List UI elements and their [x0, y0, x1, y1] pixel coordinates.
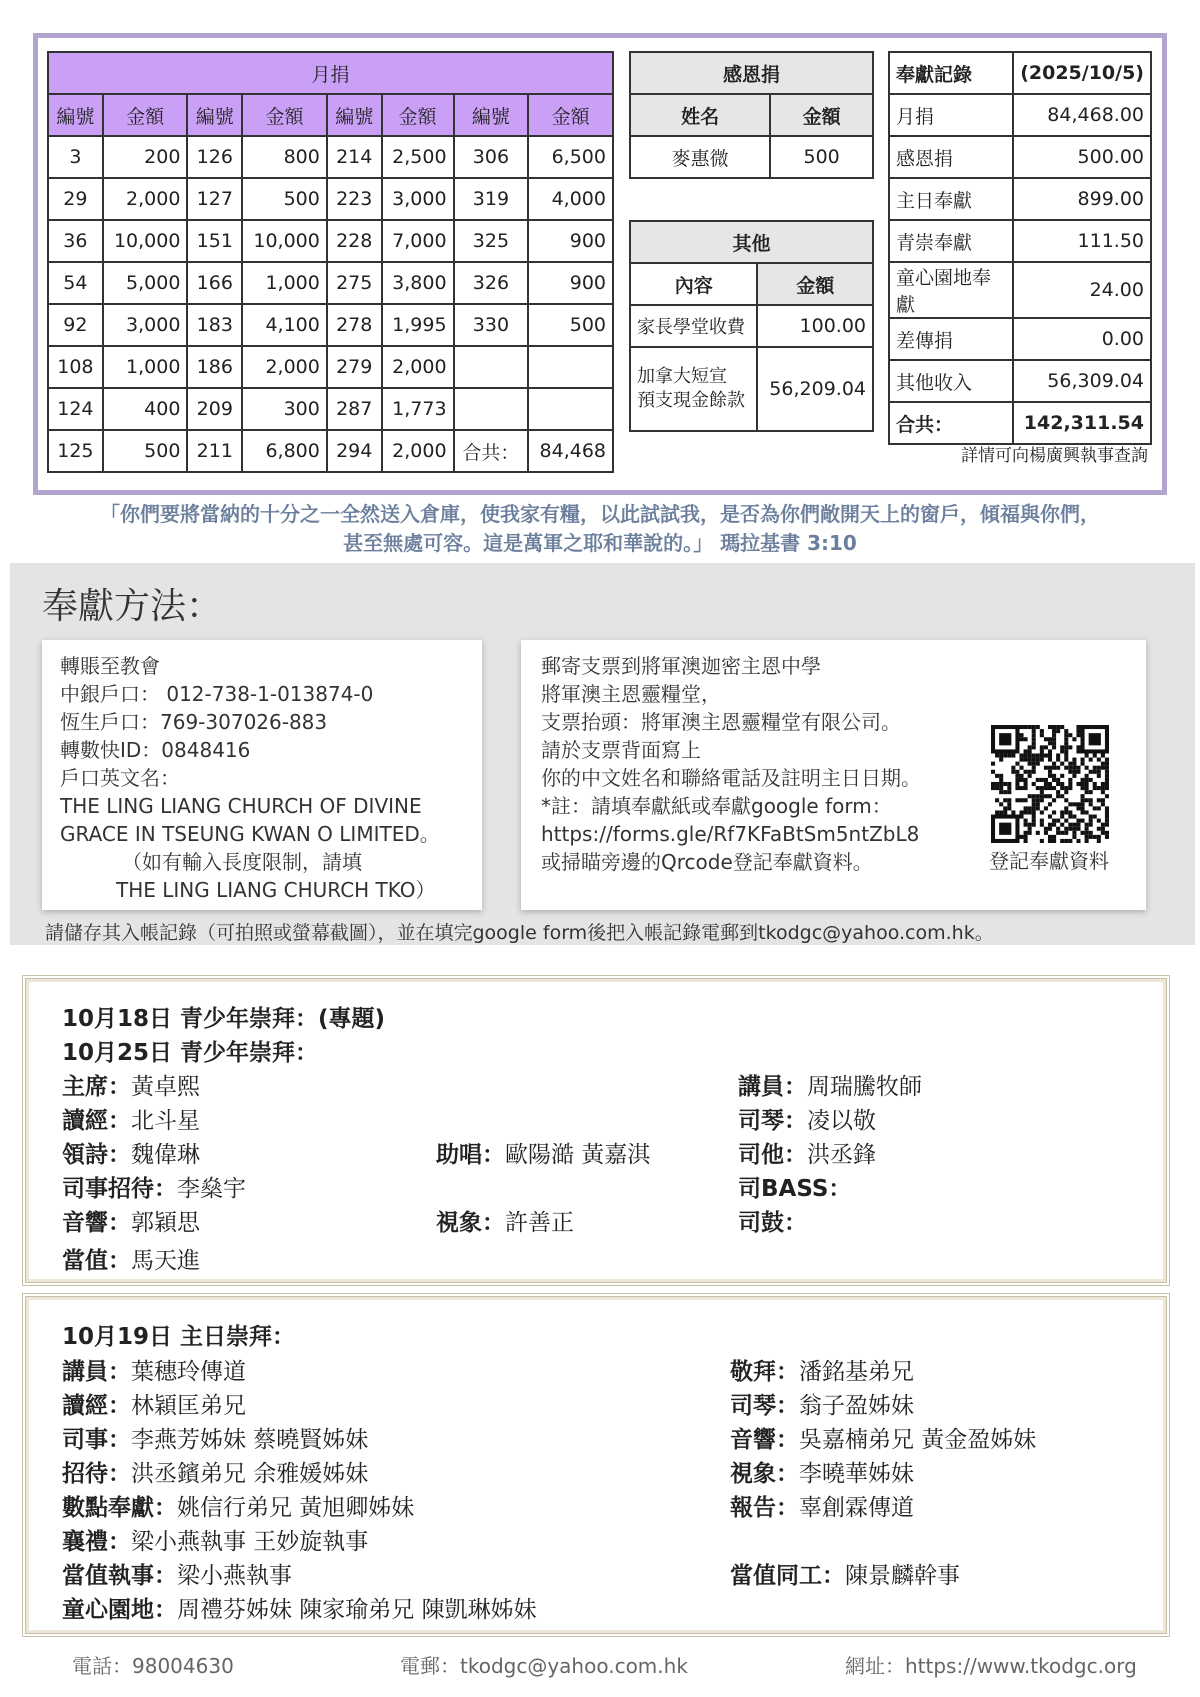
sunday-sound: 音響：吳嘉楠弟兄 黃金盈姊妹 [730, 1427, 1037, 1453]
entry-number: 325 [454, 220, 529, 262]
youth-drum: 司鼓： [738, 1210, 807, 1236]
record-row [889, 220, 1151, 262]
youth-guitar: 司他：洪丞鋒 [738, 1142, 876, 1168]
entry-amount: 200 [103, 136, 188, 178]
bank-transfer-card [42, 640, 482, 910]
entry-number: 223 [327, 178, 382, 220]
record-item: 青崇奉獻 [889, 220, 1013, 262]
sunday-date: 10月19日 主日崇拜： [62, 1324, 296, 1350]
entry-number: 228 [327, 220, 382, 262]
donor-name: 麥惠微 [630, 136, 770, 178]
entry-number: 278 [327, 304, 382, 346]
card-line: 中銀戶口： 012-738-1-013874-0 [60, 682, 374, 706]
entry-amount: 3,800 [382, 262, 454, 304]
card-line: 支票抬頭：將軍澳主恩靈糧堂有限公司。 [541, 710, 901, 734]
col-header: 金額 [757, 263, 873, 305]
sunday-assist: 襄禮：梁小燕執事 王妙旋執事 [62, 1529, 369, 1555]
youth-speaker: 講員：周瑞騰牧師 [738, 1074, 922, 1100]
entry-amount: 500 [528, 304, 613, 346]
bible-verse: 「你們要將當納的十分之一全然送入倉庫，使我家有糧，以此試試我，是否為你們敞開天上的窗戶，傾福與你們， 甚至無處可容。這是萬軍之耶和華說的。」 瑪拉基書 3:10 [100, 502, 1100, 555]
footer-website[interactable]: 網址：https://www.tkodgc.org [845, 1654, 1137, 1678]
entry-amount: 300 [242, 388, 327, 430]
col-header: 內容 [630, 263, 757, 305]
entry-amount: 7,000 [382, 220, 454, 262]
footer-email[interactable]: 電郵：tkodgc@yahoo.com.hk [400, 1654, 688, 1678]
table-row [48, 388, 613, 430]
sunday-visual: 視象：李曉華姊妹 [730, 1461, 914, 1487]
record-item: 主日奉獻 [889, 178, 1013, 220]
record-item: 童心園地奉獻 [889, 262, 1013, 318]
entry-number: 209 [187, 388, 242, 430]
record-amount: 111.50 [1013, 220, 1151, 262]
record-amount: 500.00 [1013, 136, 1151, 178]
footer-phone: 電話：98004630 [72, 1654, 234, 1678]
youth-bass: 司BASS： [738, 1176, 852, 1202]
entry-number: 127 [187, 178, 242, 220]
entry-amount: 2,000 [103, 178, 188, 220]
record-row [889, 318, 1151, 360]
sunday-duty-deacon: 當值執事：梁小燕執事 [62, 1563, 292, 1589]
col-header: 金額 [103, 94, 188, 136]
offering-methods-title: 奉獻方法： [42, 586, 223, 627]
entry-number: 319 [454, 178, 529, 220]
other-title: 其他 [630, 221, 873, 263]
entry-amount [528, 388, 613, 430]
table-row [48, 220, 613, 262]
sunday-reading: 讀經：林穎匡弟兄 [62, 1393, 246, 1419]
entry-amount: 800 [242, 136, 327, 178]
entry-number: 124 [48, 388, 103, 430]
entry-number [454, 388, 529, 430]
table-row [48, 178, 613, 220]
entry-number: 275 [327, 262, 382, 304]
youth-helper: 助唱：歐陽澔 黃嘉淇 [436, 1142, 651, 1168]
entry-number: 92 [48, 304, 103, 346]
entry-number: 54 [48, 262, 103, 304]
youth-duty: 當值：馬天進 [62, 1248, 200, 1274]
youth-lead: 領詩：魏偉琳 [62, 1142, 200, 1168]
sunday-worship: 敬拜：潘銘基弟兄 [730, 1359, 914, 1385]
card-line: GRACE IN TSEUNG KWAN O LIMITED。 [60, 822, 440, 846]
monthly-title: 月捐 [48, 52, 613, 94]
sunday-usher: 司事：李燕芳姊妹 蔡曉賢姊妹 [62, 1427, 369, 1453]
entry-number: 306 [454, 136, 529, 178]
card-line: 恆生戶口：769-307026-883 [60, 710, 328, 734]
other-item: 加拿大短宣 預支現金餘款 [630, 347, 757, 431]
record-row [889, 94, 1151, 136]
youth-chair: 主席：黃卓熙 [62, 1074, 200, 1100]
card-line: 你的中文姓名和聯絡電話及註明主日日期。 [541, 766, 921, 790]
entry-amount: 6,800 [242, 430, 327, 472]
thanks-title: 感恩捐 [630, 52, 873, 94]
record-amount: 899.00 [1013, 178, 1151, 220]
entry-number: 151 [187, 220, 242, 262]
entry-amount [528, 346, 613, 388]
entry-amount: 900 [528, 262, 613, 304]
youth-piano: 司琴：凌以敬 [738, 1108, 876, 1134]
other-amount: 100.00 [757, 305, 873, 347]
table-row [48, 262, 613, 304]
youth-usher: 司事招待：李燊宇 [62, 1176, 246, 1202]
entry-number: 330 [454, 304, 529, 346]
entry-amount: 2,000 [382, 430, 454, 472]
entry-number: 287 [327, 388, 382, 430]
entry-number: 183 [187, 304, 242, 346]
col-header: 編號 [187, 94, 242, 136]
youth-date-2: 10月25日 青少年崇拜： [62, 1040, 319, 1066]
entry-amount: 1,995 [382, 304, 454, 346]
entry-number: 108 [48, 346, 103, 388]
card-line: *註：請填奉獻紙或奉獻google form： [541, 794, 892, 818]
entry-amount: 1,000 [103, 346, 188, 388]
other-income-table [629, 220, 874, 432]
card-line: 轉數快ID：0848416 [60, 738, 251, 762]
card-line: 郵寄支票到將軍澳迦密主恩中學 [541, 654, 821, 678]
card-line: 或掃瞄旁邊的Qrcode登記奉獻資料。 [541, 850, 873, 874]
entry-amount: 2,500 [382, 136, 454, 178]
card-line: 請於支票背面寫上 [541, 738, 701, 762]
entry-number: 126 [187, 136, 242, 178]
entry-number: 326 [454, 262, 529, 304]
table-row [48, 304, 613, 346]
entry-number: 294 [327, 430, 382, 472]
other-item: 家長學堂收費 [630, 305, 757, 347]
col-header: 編號 [48, 94, 103, 136]
entry-number: 29 [48, 178, 103, 220]
entry-amount: 500 [103, 430, 188, 472]
record-amount: 56,309.04 [1013, 360, 1151, 402]
other-amount: 56,209.04 [757, 347, 873, 431]
thanks-offering-table [629, 51, 874, 179]
sunday-piano: 司琴：翁子盈姊妹 [730, 1393, 914, 1419]
record-amount: 0.00 [1013, 318, 1151, 360]
qr-code-icon[interactable] [991, 725, 1109, 843]
entry-amount: 3,000 [103, 304, 188, 346]
entry-number: 214 [327, 136, 382, 178]
sunday-counting: 數點奉獻：姚信行弟兄 黃旭卿姊妹 [62, 1495, 415, 1521]
record-title: 奉獻記錄 [889, 52, 1013, 94]
card-line: 戶口英文名： [60, 766, 180, 790]
entry-amount: 10,000 [103, 220, 188, 262]
entry-amount: 5,000 [103, 262, 188, 304]
cheque-card [521, 640, 1146, 910]
sunday-greeter: 招待：洪丞鑌弟兄 余雅媛姊妹 [62, 1461, 369, 1487]
entry-amount: 500 [242, 178, 327, 220]
col-header: 金額 [528, 94, 613, 136]
entry-amount: 84,468 [528, 430, 613, 472]
entry-number [454, 346, 529, 388]
entry-number: 3 [48, 136, 103, 178]
table-row [48, 136, 613, 178]
entry-amount: 1,000 [242, 262, 327, 304]
entry-amount: 2,000 [242, 346, 327, 388]
entry-amount: 6,500 [528, 136, 613, 178]
qr-caption: 登記奉獻資料 [989, 849, 1109, 873]
record-row [889, 262, 1151, 318]
record-item: 感恩捐 [889, 136, 1013, 178]
record-item: 其他收入 [889, 360, 1013, 402]
col-header: 編號 [327, 94, 382, 136]
transfer-record-note: 請儲存其入帳記錄（可拍照或螢幕截圖），並在填完google form後把入帳記錄電郵到tkodgc@yahoo.com.hk。 [45, 922, 994, 944]
entry-number: 211 [187, 430, 242, 472]
record-date: (2025/10/5) [1013, 52, 1151, 94]
record-total: 142,311.54 [1013, 402, 1151, 444]
sunday-kids: 童心園地：周禮芬姊妹 陳家瑜弟兄 陳凱琳姊妹 [62, 1597, 537, 1623]
record-note: 詳情可向楊廣興執事查詢 [961, 446, 1148, 466]
record-total-label: 合共： [889, 402, 1013, 444]
donor-amount: 500 [770, 136, 873, 178]
record-item: 差傳捐 [889, 318, 1013, 360]
col-header: 姓名 [630, 94, 770, 136]
entry-amount: 4,100 [242, 304, 327, 346]
youth-sound: 音響：郭穎思 [62, 1210, 200, 1236]
youth-reading: 讀經：北斗星 [62, 1108, 200, 1134]
entry-amount: 1,773 [382, 388, 454, 430]
youth-visual: 視象：許善正 [436, 1210, 574, 1236]
record-amount: 84,468.00 [1013, 94, 1151, 136]
record-row [889, 360, 1151, 402]
entry-amount: 3,000 [382, 178, 454, 220]
entry-number: 279 [327, 346, 382, 388]
offering-record-table [888, 51, 1152, 445]
sunday-staff: 當值同工：陳景麟幹事 [730, 1563, 960, 1589]
entry-number: 125 [48, 430, 103, 472]
record-amount: 24.00 [1013, 262, 1151, 318]
record-row [889, 178, 1151, 220]
entry-amount: 2,000 [382, 346, 454, 388]
entry-amount: 4,000 [528, 178, 613, 220]
table-row [48, 430, 613, 472]
card-line: （如有輸入長度限制，請填 [122, 850, 362, 874]
card-line: https://forms.gle/Rf7KFaBtSm5ntZbL8 [541, 822, 920, 846]
entry-number: 186 [187, 346, 242, 388]
record-item: 月捐 [889, 94, 1013, 136]
col-header: 編號 [454, 94, 529, 136]
entry-amount: 400 [103, 388, 188, 430]
entry-amount: 10,000 [242, 220, 327, 262]
entry-number: 166 [187, 262, 242, 304]
table-row [48, 346, 613, 388]
entry-number: 合共： [454, 430, 529, 472]
col-header: 金額 [242, 94, 327, 136]
entry-number: 36 [48, 220, 103, 262]
record-row [889, 136, 1151, 178]
col-header: 金額 [382, 94, 454, 136]
youth-date-1: 10月18日 青少年崇拜：(專題) [62, 1006, 386, 1032]
sunday-report: 報告：辜創霖傳道 [730, 1495, 914, 1521]
card-line: 將軍澳主恩靈糧堂， [541, 682, 721, 706]
col-header: 金額 [770, 94, 873, 136]
entry-amount: 900 [528, 220, 613, 262]
monthly-offering-table [47, 51, 614, 473]
card-line: THE LING LIANG CHURCH OF DIVINE [60, 794, 422, 818]
card-line: 轉賬至教會 [60, 654, 160, 678]
card-line: THE LING LIANG CHURCH TKO） [116, 878, 436, 902]
sunday-speaker: 講員：葉穗玲傳道 [62, 1359, 246, 1385]
